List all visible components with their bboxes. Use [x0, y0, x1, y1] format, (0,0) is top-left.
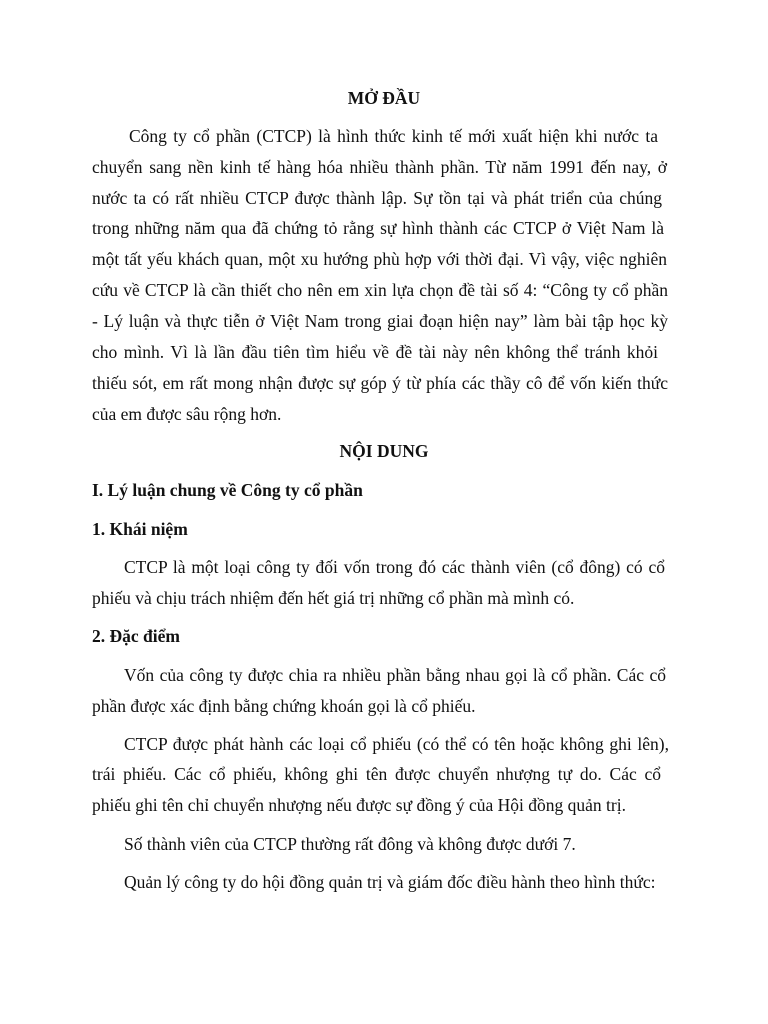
feature-para-3: Số thành viên của CTCP thường rất đông và không được dưới 7.	[124, 834, 576, 854]
subsection-heading-features: 2. Đặc điểm	[92, 626, 180, 646]
intro-line-8: cho mình. Vì là lần đầu tiên tìm hiểu về đề tài này nên không thể tránh khỏi	[92, 342, 658, 362]
intro-line-6: cứu về CTCP là cần thiết cho nên em xin lựa chọn đề tài số 4: “Công ty cổ phần	[92, 280, 668, 300]
feature-para-1-line-2: phần được xác định bằng chứng khoán gọi là cổ phiếu.	[92, 696, 476, 716]
intro-line-10: của em được sâu rộng hơn.	[92, 404, 282, 424]
intro-line-3: nước ta có rất nhiều CTCP được thành lập. Sự tồn tại và phát triển của chúng	[92, 188, 662, 208]
page-title: MỞ ĐẦU	[347, 88, 421, 108]
section-heading: I. Lý luận chung về Công ty cổ phần	[92, 480, 363, 500]
feature-para-2-line-1: CTCP được phát hành các loại cổ phiếu (có thể có tên hoặc không ghi lên),	[124, 734, 669, 754]
intro-line-9: thiếu sót, em rất mong nhận được sự góp ý từ phía các thầy cô để vốn kiến thức	[92, 373, 668, 393]
intro-line-2: chuyển sang nền kinh tế hàng hóa nhiều thành phần. Từ năm 1991 đến nay, ở	[92, 157, 667, 177]
feature-para-4: Quản lý công ty do hội đồng quản trị và giám đốc điều hành theo hình thức:	[124, 872, 656, 892]
subsection-heading-concept: 1. Khái niệm	[92, 519, 188, 539]
concept-line-1: CTCP là một loại công ty đối vốn trong đó các thành viên (cổ đông) có cổ	[124, 557, 665, 577]
intro-line-1: Công ty cổ phần (CTCP) là hình thức kinh tế mới xuất hiện khi nước ta	[129, 126, 658, 146]
intro-line-5: một tất yếu khách quan, một xu hướng phù hợp với thời đại. Vì vậy, việc nghiên	[92, 249, 667, 269]
intro-line-4: trong những năm qua đã chứng tỏ rằng sự hình thành các CTCP ở Việt Nam là	[92, 218, 664, 238]
feature-para-2-line-2: trái phiếu. Các cổ phiếu, không ghi tên được chuyển nhượng tự do. Các cổ	[92, 764, 661, 784]
content-title: NỘI DUNG	[339, 441, 429, 461]
intro-line-7: - Lý luận và thực tiễn ở Việt Nam trong giai đoạn hiện nay” làm bài tập học kỳ	[92, 311, 668, 331]
concept-line-2: phiếu và chịu trách nhiệm đến hết giá trị những cổ phần mà mình có.	[92, 588, 575, 608]
feature-para-1-line-1: Vốn của công ty được chia ra nhiều phần bằng nhau gọi là cổ phần. Các cổ	[124, 665, 666, 685]
feature-para-2-line-3: phiếu ghi tên chỉ chuyển nhượng nếu được sự đồng ý của Hội đồng quản trị.	[92, 795, 626, 815]
